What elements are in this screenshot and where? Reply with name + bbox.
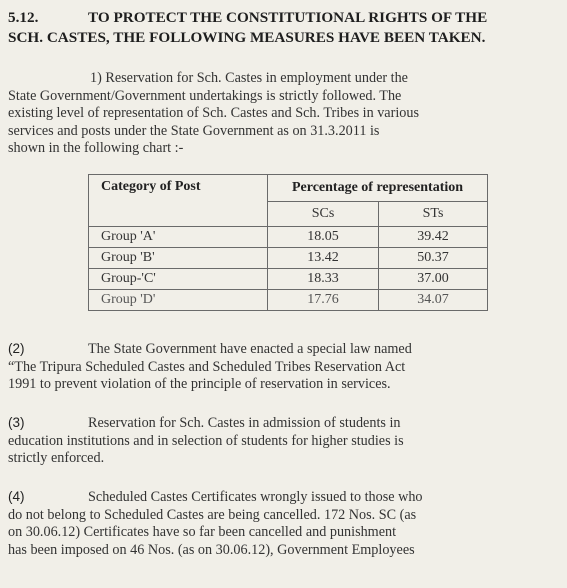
paragraph-4: [8, 488, 567, 559]
paragraph-4-line-4: has been imposed on 46 Nos. (as on 30.06.12), Government Employees: [8, 541, 415, 558]
paragraph-1-line-3: existing level of representation of Sch. Castes and Sch. Tribes in various: [8, 105, 419, 122]
heading-title-line-2: SCH. CASTES, THE FOLLOWING MEASURES HAVE BEEN TAKEN.: [8, 29, 486, 46]
paragraph-2-number: (2): [8, 341, 25, 356]
paragraph-2-line-2: “The Tripura Scheduled Castes and Scheduled Tribes Reservation Act: [8, 358, 406, 375]
paragraph-3: [8, 414, 567, 468]
table-row: [89, 269, 488, 290]
paragraph-1-line-4: services and posts under the State Government as on 31.3.2011 is: [8, 122, 380, 139]
paragraph-4-number: (4): [8, 489, 25, 504]
category-cell: Group-'C': [89, 269, 268, 290]
representation-table: [88, 174, 488, 311]
st-cell: 50.37: [379, 248, 488, 269]
paragraph-1-line-5: shown in the following chart :-: [8, 140, 184, 157]
st-cell: 37.00: [379, 269, 488, 290]
sc-cell: 17.76: [268, 290, 379, 311]
section-heading: [8, 8, 567, 48]
category-cell: Group 'A': [89, 227, 268, 248]
paragraph-3-number: (3): [8, 415, 25, 430]
paragraph-1-line-1: 1) Reservation for Sch. Castes in employment under the: [90, 70, 408, 86]
paragraph-2-line-1: The State Government have enacted a special law named: [88, 341, 412, 357]
category-cell: Group 'B': [89, 248, 268, 269]
paragraph-2: [8, 340, 567, 394]
paragraph-3-line-1: Reservation for Sch. Castes in admission of students in: [88, 415, 401, 431]
paragraph-1-line-2: State Government/Government undertakings is strictly followed. The: [8, 87, 402, 104]
st-subheader: STs: [379, 202, 488, 227]
section-number: 5.12.: [8, 9, 39, 26]
sc-cell: 18.05: [268, 227, 379, 248]
table-row: [89, 227, 488, 248]
paragraph-3-line-3: strictly enforced.: [8, 450, 105, 467]
paragraph-4-line-1: Scheduled Castes Certificates wrongly issued to those who: [88, 489, 423, 505]
sc-subheader: SCs: [268, 202, 379, 227]
paragraph-4-line-3: on 30.06.12) Certificates have so far been cancelled and punishment: [8, 524, 397, 541]
paragraph-4-line-2: do not belong to Scheduled Castes are being cancelled. 172 Nos. SC (as: [8, 506, 417, 523]
percentage-header: Percentage of representation: [268, 175, 488, 202]
sc-cell: 18.33: [268, 269, 379, 290]
category-header: Category of Post: [89, 175, 268, 227]
paragraph-3-line-2: education institutions and in selection of students for higher studies is: [8, 432, 404, 449]
sc-cell: 13.42: [268, 248, 379, 269]
table-row: [89, 290, 488, 311]
heading-title-line-1: TO PROTECT THE CONSTITUTIONAL RIGHTS OF THE: [88, 9, 488, 26]
category-cell: Group 'D': [89, 290, 268, 311]
heading-line-1: [8, 8, 567, 28]
paragraph-2-line-3: 1991 to prevent violation of the principle of reservation in services.: [8, 376, 391, 393]
st-cell: 39.42: [379, 227, 488, 248]
paragraph-1: [8, 70, 567, 158]
table-row: [89, 248, 488, 269]
table-header-row: [89, 175, 488, 202]
st-cell: 34.07: [379, 290, 488, 311]
